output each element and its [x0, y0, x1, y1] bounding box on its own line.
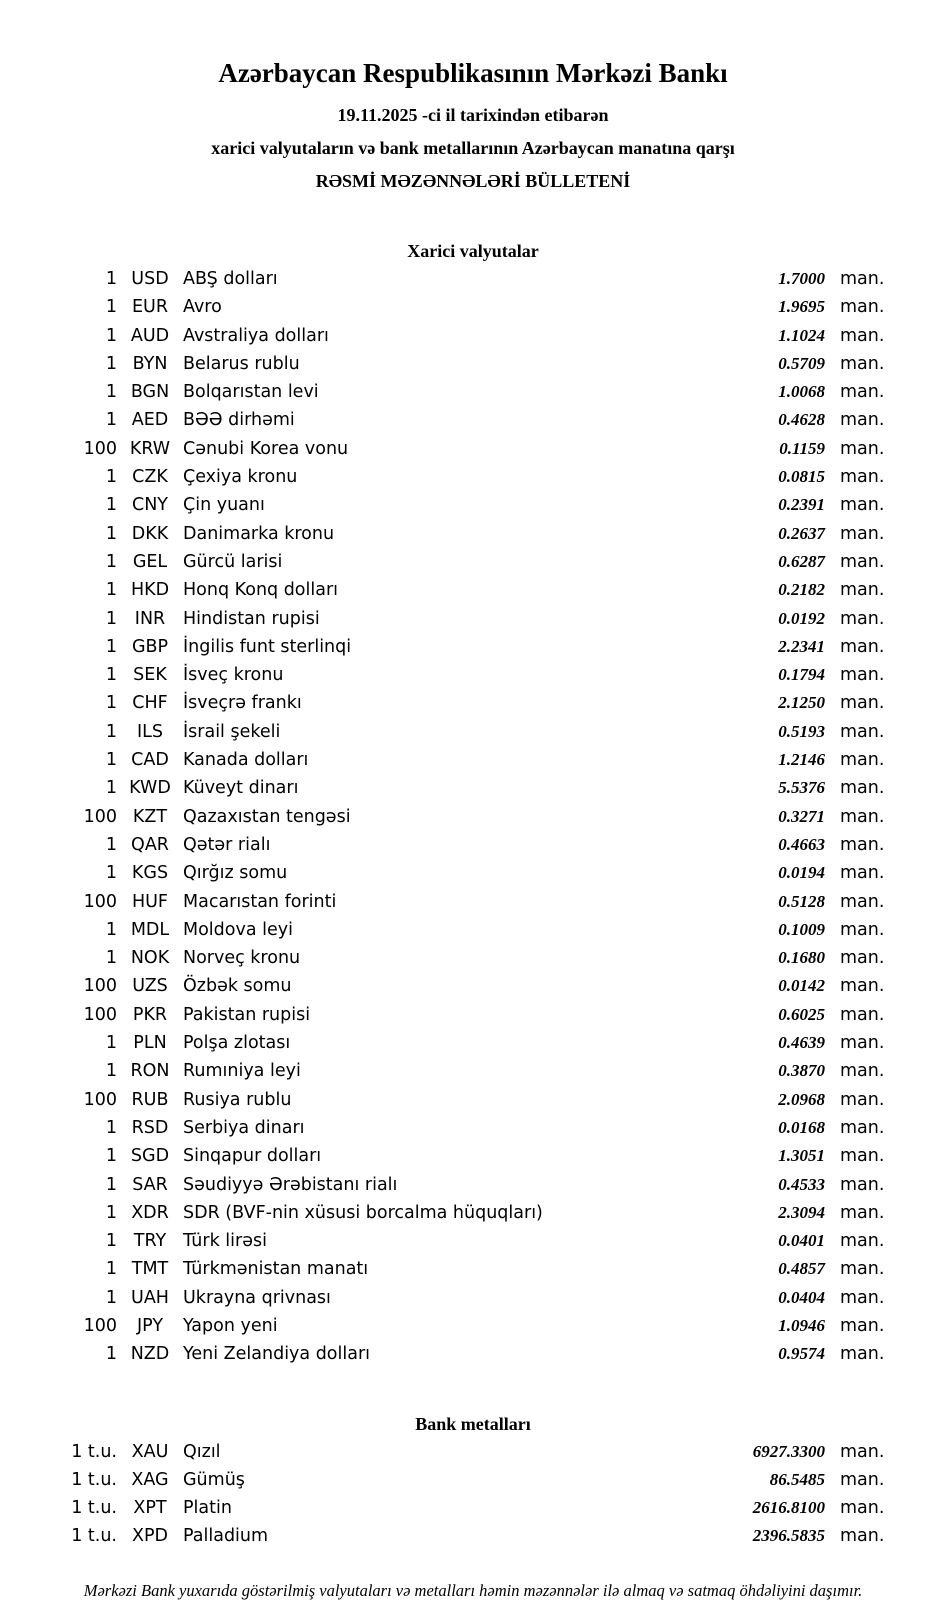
metal-code: XPD	[131, 1526, 169, 1547]
manat-unit-label: man.	[840, 1174, 885, 1195]
currency-row	[60, 831, 886, 859]
currency-rate: 1.0068	[778, 382, 825, 402]
currency-rate: 0.2182	[778, 580, 825, 600]
currency-quantity: 1	[105, 297, 117, 318]
currency-quantity: 1	[105, 1231, 117, 1252]
currency-code: RON	[130, 1061, 170, 1082]
currency-rate: 1.3051	[778, 1146, 825, 1166]
currency-name: Honq Konq dolları	[183, 580, 339, 601]
currency-name: İngilis funt sterlinqi	[183, 636, 352, 657]
currency-quantity: 1	[105, 919, 117, 940]
currency-name: Belarus rublu	[183, 353, 300, 374]
currency-rate: 0.2637	[778, 523, 825, 543]
manat-unit-label: man.	[840, 778, 885, 799]
currency-name: Pakistan rupisi	[183, 1004, 311, 1025]
currency-row	[60, 435, 886, 463]
currency-code: UZS	[132, 976, 168, 997]
currency-rate: 0.0142	[778, 976, 825, 996]
manat-unit-label: man.	[840, 693, 885, 714]
currency-row	[60, 463, 886, 491]
metal-rate: 86.5485	[769, 1469, 825, 1489]
currency-code: SGD	[130, 1146, 170, 1167]
currency-rate: 0.5128	[778, 891, 825, 911]
currency-row	[60, 576, 886, 604]
currency-code: SAR	[132, 1174, 168, 1195]
manat-unit-label: man.	[840, 1315, 885, 1336]
manat-unit-label: man.	[840, 636, 885, 657]
currency-quantity: 1	[105, 665, 117, 686]
currency-quantity: 1	[105, 1146, 117, 1167]
currency-name: İsrail şekeli	[183, 721, 281, 742]
currency-rate: 0.1009	[778, 919, 825, 939]
currency-quantity: 1	[105, 1344, 117, 1365]
metal-rate: 2396.5835	[752, 1526, 825, 1546]
currency-code: UAH	[131, 1287, 169, 1308]
currency-quantity: 1	[105, 467, 117, 488]
currency-quantity: 1	[105, 778, 117, 799]
metal-quantity: 1 t.u.	[71, 1526, 117, 1547]
currency-rate: 5.5376	[778, 778, 825, 798]
currency-quantity: 1	[105, 750, 117, 771]
manat-unit-label: man.	[840, 608, 885, 629]
currency-row	[60, 916, 886, 944]
currency-code: KWD	[129, 778, 171, 799]
metals-section-heading: Bank metalları	[415, 1413, 531, 1434]
currency-quantity: 1	[105, 325, 117, 346]
currency-code: ILS	[136, 721, 164, 742]
currency-row	[60, 293, 886, 321]
bank-name-title: Azərbaycan Respublikasının Mərkəzi Bankı	[218, 58, 728, 88]
currency-rate: 0.0401	[778, 1231, 825, 1251]
currency-row	[60, 972, 886, 1000]
currency-rate: 1.9695	[778, 297, 825, 317]
currency-row	[60, 1114, 886, 1142]
manat-unit-label: man.	[840, 976, 885, 997]
currency-name: Qazaxıstan tengəsi	[183, 806, 351, 827]
manat-unit-label: man.	[840, 919, 885, 940]
currency-name: Türkmənistan manatı	[183, 1259, 369, 1280]
bulletin-title: RƏSMİ MƏZƏNNƏLƏRİ BÜLLETENİ	[315, 171, 631, 191]
manat-unit-label: man.	[840, 1344, 885, 1365]
currency-rate: 2.1250	[778, 693, 825, 713]
currency-rate: 0.0168	[778, 1117, 825, 1137]
currency-code: XDR	[131, 1202, 169, 1223]
manat-unit-label: man.	[840, 382, 885, 403]
bulletin-header	[0, 0, 946, 192]
currency-quantity: 1	[105, 523, 117, 544]
currency-rate: 0.3271	[778, 806, 825, 826]
currency-name: Çin yuanı	[183, 495, 265, 516]
currency-quantity: 100	[83, 1004, 117, 1025]
manat-unit-label: man.	[840, 523, 885, 544]
currency-code: CZK	[132, 467, 168, 488]
currency-quantity: 1	[105, 1061, 117, 1082]
manat-unit-label: man.	[840, 353, 885, 374]
manat-unit-label: man.	[840, 1441, 885, 1462]
manat-unit-label: man.	[840, 834, 885, 855]
currency-row	[60, 1340, 886, 1368]
currency-code: PLN	[133, 1033, 167, 1054]
currency-rate: 0.0404	[778, 1287, 825, 1307]
currency-name: Polşa zlotası	[183, 1033, 291, 1054]
currency-name: Hindistan rupisi	[183, 608, 320, 629]
currencies-table	[60, 265, 886, 1369]
currency-name: Yeni Zelandiya dolları	[183, 1344, 371, 1365]
currency-name: Türk lirəsi	[183, 1231, 267, 1252]
currency-quantity: 1	[105, 580, 117, 601]
currency-rate: 0.1680	[778, 948, 825, 968]
currency-quantity: 100	[83, 1089, 117, 1110]
currency-row	[60, 605, 886, 633]
manat-unit-label: man.	[840, 1004, 885, 1025]
currency-code: EUR	[131, 297, 169, 318]
currency-quantity: 1	[105, 551, 117, 572]
currency-quantity: 1	[105, 834, 117, 855]
currency-quantity: 100	[83, 1315, 117, 1336]
disclaimer-text: Mərkəzi Bank yuxarıda göstərilmiş valyutaları və metalları həmin məzənnələr ilə almaq və satmaq öhdəliyini daşımır.	[83, 1580, 863, 1600]
currency-quantity: 1	[105, 1117, 117, 1138]
metal-rate: 6927.3300	[752, 1441, 825, 1461]
currency-rate: 0.4533	[778, 1174, 825, 1194]
currency-rate: 0.4639	[778, 1033, 825, 1053]
currency-rate: 0.2391	[778, 495, 825, 515]
manat-unit-label: man.	[840, 948, 885, 969]
metal-quantity: 1 t.u.	[71, 1441, 117, 1462]
currency-name: BƏƏ dirhəmi	[183, 410, 295, 431]
bank-metals-section	[0, 1414, 946, 1551]
currency-row	[60, 1312, 886, 1340]
manat-unit-label: man.	[840, 665, 885, 686]
currency-code: RSD	[131, 1117, 169, 1138]
currency-rate: 0.0815	[778, 467, 825, 487]
currency-rate: 0.6287	[778, 551, 825, 571]
currency-quantity: 1	[105, 1202, 117, 1223]
currency-name: Özbək somu	[183, 976, 292, 997]
metal-row	[60, 1522, 886, 1550]
manat-unit-label: man.	[840, 495, 885, 516]
currency-code: TMT	[131, 1259, 169, 1280]
currency-rate: 0.5193	[778, 721, 825, 741]
currency-quantity: 1	[105, 721, 117, 742]
currency-rate: 0.1159	[779, 438, 825, 458]
currency-code: KZT	[132, 806, 168, 827]
manat-unit-label: man.	[840, 297, 885, 318]
currency-name: İsveç kronu	[183, 665, 284, 686]
currency-code: TRY	[133, 1231, 167, 1252]
currency-name: Gürcü larisi	[183, 551, 283, 572]
currency-row	[60, 1227, 886, 1255]
currency-name: Sinqapur dolları	[183, 1146, 322, 1167]
metals-table	[60, 1438, 886, 1551]
currency-name: Avro	[183, 297, 222, 318]
currency-rate: 0.4857	[778, 1259, 825, 1279]
currency-rate: 1.7000	[778, 269, 825, 288]
currency-rate: 2.3094	[778, 1202, 825, 1222]
metal-quantity: 1 t.u.	[71, 1498, 117, 1519]
currency-code: KGS	[131, 863, 169, 884]
manat-unit-label: man.	[840, 750, 885, 771]
currency-row	[60, 746, 886, 774]
currency-code: RUB	[131, 1089, 169, 1110]
metal-code: XPT	[133, 1498, 167, 1519]
effective-date-line: 19.11.2025 -ci il tarixindən etibarən	[337, 105, 609, 125]
currency-quantity: 1	[105, 948, 117, 969]
manat-unit-label: man.	[840, 1117, 885, 1138]
manat-unit-label: man.	[840, 467, 885, 488]
metal-row	[60, 1494, 886, 1522]
metal-name: Palladium	[183, 1526, 269, 1547]
currency-name: Səudiyyə Ərəbistanı rialı	[183, 1174, 398, 1195]
currency-quantity: 1	[105, 495, 117, 516]
currency-rate: 0.3870	[778, 1061, 825, 1081]
currency-row	[60, 1029, 886, 1057]
currency-code: CNY	[132, 495, 168, 516]
currency-code: NZD	[130, 1344, 170, 1365]
currency-quantity: 1	[105, 1033, 117, 1054]
currency-quantity: 1	[105, 1259, 117, 1280]
currency-code: HUF	[131, 891, 169, 912]
currency-row	[60, 265, 886, 293]
manat-unit-label: man.	[840, 863, 885, 884]
currency-row	[60, 1284, 886, 1312]
currency-name: Danimarka kronu	[183, 523, 335, 544]
currency-row	[60, 859, 886, 887]
currency-row	[60, 378, 886, 406]
manat-unit-label: man.	[840, 269, 885, 289]
currency-code: NOK	[130, 948, 170, 969]
currency-name: Qırğız somu	[183, 863, 288, 884]
currency-row	[60, 888, 886, 916]
currency-rate: 2.2341	[778, 636, 825, 656]
currency-rate: 1.1024	[778, 325, 825, 345]
metal-rate: 2616.8100	[752, 1498, 825, 1518]
currency-name: SDR (BVF-nin xüsusi borcalma hüquqları)	[183, 1202, 543, 1223]
currency-rate: 0.5709	[778, 353, 825, 373]
currency-name: ABŞ dolları	[183, 269, 278, 289]
currency-name: Rumıniya leyi	[183, 1061, 301, 1082]
currency-quantity: 1	[105, 863, 117, 884]
currency-quantity: 100	[83, 438, 117, 459]
currency-row	[60, 718, 886, 746]
metal-quantity: 1 t.u.	[71, 1469, 117, 1490]
currency-name: Kanada dolları	[183, 750, 309, 771]
manat-unit-label: man.	[840, 1259, 885, 1280]
currency-row	[60, 350, 886, 378]
metal-name: Gümüş	[183, 1469, 245, 1490]
metal-code: XAG	[131, 1469, 169, 1490]
metal-name: Qızıl	[183, 1441, 221, 1462]
manat-unit-label: man.	[840, 891, 885, 912]
metal-name: Platin	[183, 1498, 232, 1519]
currency-quantity: 1	[105, 353, 117, 374]
currency-code: DKK	[131, 523, 169, 544]
currency-rate: 1.2146	[778, 750, 825, 770]
manat-unit-label: man.	[840, 1089, 885, 1110]
currency-name: Serbiya dinarı	[183, 1117, 305, 1138]
currency-rate: 0.9574	[778, 1344, 825, 1364]
currency-row	[60, 322, 886, 350]
currency-quantity: 100	[83, 891, 117, 912]
currency-code: USD	[131, 269, 169, 289]
currencies-section-heading: Xarici valyutalar	[407, 241, 539, 261]
currency-name: Norveç kronu	[183, 948, 301, 969]
currency-name: Moldova leyi	[183, 919, 293, 940]
currency-row	[60, 406, 886, 434]
currency-name: İsveçrə frankı	[183, 693, 302, 714]
currency-name: Qətər rialı	[183, 834, 271, 855]
currency-code: JPY	[136, 1315, 164, 1336]
currency-code: CAD	[131, 750, 169, 771]
currency-rate: 0.1794	[778, 665, 825, 685]
manat-unit-label: man.	[840, 1526, 885, 1547]
currency-code: CHF	[132, 693, 168, 714]
manat-unit-label: man.	[840, 325, 885, 346]
currency-quantity: 1	[105, 410, 117, 431]
currency-row	[60, 774, 886, 802]
currency-code: INR	[134, 608, 166, 629]
currency-name: Cənubi Korea vonu	[183, 438, 349, 459]
currency-quantity: 1	[105, 1287, 117, 1308]
subtitle-line: xarici valyutaların və bank metallarının Azərbaycan manatına qarşı	[211, 138, 735, 158]
currency-name: Küveyt dinarı	[183, 778, 299, 799]
currency-quantity: 1	[105, 636, 117, 657]
currency-quantity: 1	[105, 693, 117, 714]
currency-code: KRW	[129, 438, 171, 459]
currency-row	[60, 548, 886, 576]
currency-row	[60, 1001, 886, 1029]
currency-rate: 1.0946	[778, 1315, 825, 1335]
currency-code: MDL	[130, 919, 170, 940]
metal-row	[60, 1438, 886, 1466]
currency-quantity: 1	[105, 608, 117, 629]
currency-code: BYN	[132, 353, 168, 374]
currency-name: Bolqarıstan levi	[183, 382, 319, 403]
manat-unit-label: man.	[840, 410, 885, 431]
currency-name: Avstraliya dolları	[183, 325, 329, 346]
currency-row	[60, 633, 886, 661]
manat-unit-label: man.	[840, 1202, 885, 1223]
currency-quantity: 1	[105, 269, 117, 289]
currency-name: Rusiya rublu	[183, 1089, 292, 1110]
currency-rate: 0.0194	[778, 863, 825, 883]
manat-unit-label: man.	[840, 551, 885, 572]
currency-code: PKR	[132, 1004, 168, 1025]
foreign-currencies-section	[0, 241, 946, 1369]
currency-row	[60, 1255, 886, 1283]
currency-row	[60, 1199, 886, 1227]
manat-unit-label: man.	[840, 721, 885, 742]
currency-row	[60, 491, 886, 519]
metal-code: XAU	[131, 1441, 169, 1462]
currency-rate: 0.4663	[778, 834, 825, 854]
currency-code: BGN	[130, 382, 170, 403]
currency-code: GBP	[131, 636, 169, 657]
manat-unit-label: man.	[840, 1033, 885, 1054]
manat-unit-label: man.	[840, 580, 885, 601]
manat-unit-label: man.	[840, 1061, 885, 1082]
currency-code: QAR	[131, 834, 169, 855]
currency-row	[60, 1142, 886, 1170]
currency-row	[60, 689, 886, 717]
currency-quantity: 100	[83, 976, 117, 997]
currency-code: AED	[131, 410, 169, 431]
currency-code: HKD	[130, 580, 170, 601]
currency-name: Ukrayna qrivnası	[183, 1287, 331, 1308]
manat-unit-label: man.	[840, 1469, 885, 1490]
currency-rate: 0.0192	[778, 608, 825, 628]
currency-row	[60, 1057, 886, 1085]
manat-unit-label: man.	[840, 1287, 885, 1308]
currency-rate: 0.4628	[778, 410, 825, 430]
currency-rate: 2.0968	[778, 1089, 825, 1109]
currency-quantity: 1	[105, 1174, 117, 1195]
currency-name: Çexiya kronu	[183, 467, 298, 488]
currency-code: SEK	[133, 665, 167, 686]
currency-row	[60, 1171, 886, 1199]
manat-unit-label: man.	[840, 806, 885, 827]
currency-row	[60, 803, 886, 831]
metal-row	[60, 1466, 886, 1494]
manat-unit-label: man.	[840, 438, 885, 459]
manat-unit-label: man.	[840, 1231, 885, 1252]
currency-quantity: 1	[105, 382, 117, 403]
currency-quantity: 100	[83, 806, 117, 827]
currency-name: Yapon yeni	[183, 1315, 278, 1336]
currency-row	[60, 1086, 886, 1114]
currency-row	[60, 944, 886, 972]
currency-rate: 0.6025	[778, 1004, 825, 1024]
currency-code: AUD	[130, 325, 170, 346]
currency-name: Macarıstan forinti	[183, 891, 337, 912]
manat-unit-label: man.	[840, 1146, 885, 1167]
manat-unit-label: man.	[840, 1498, 885, 1519]
currency-row	[60, 661, 886, 689]
currency-code: GEL	[132, 551, 168, 572]
currency-row	[60, 520, 886, 548]
